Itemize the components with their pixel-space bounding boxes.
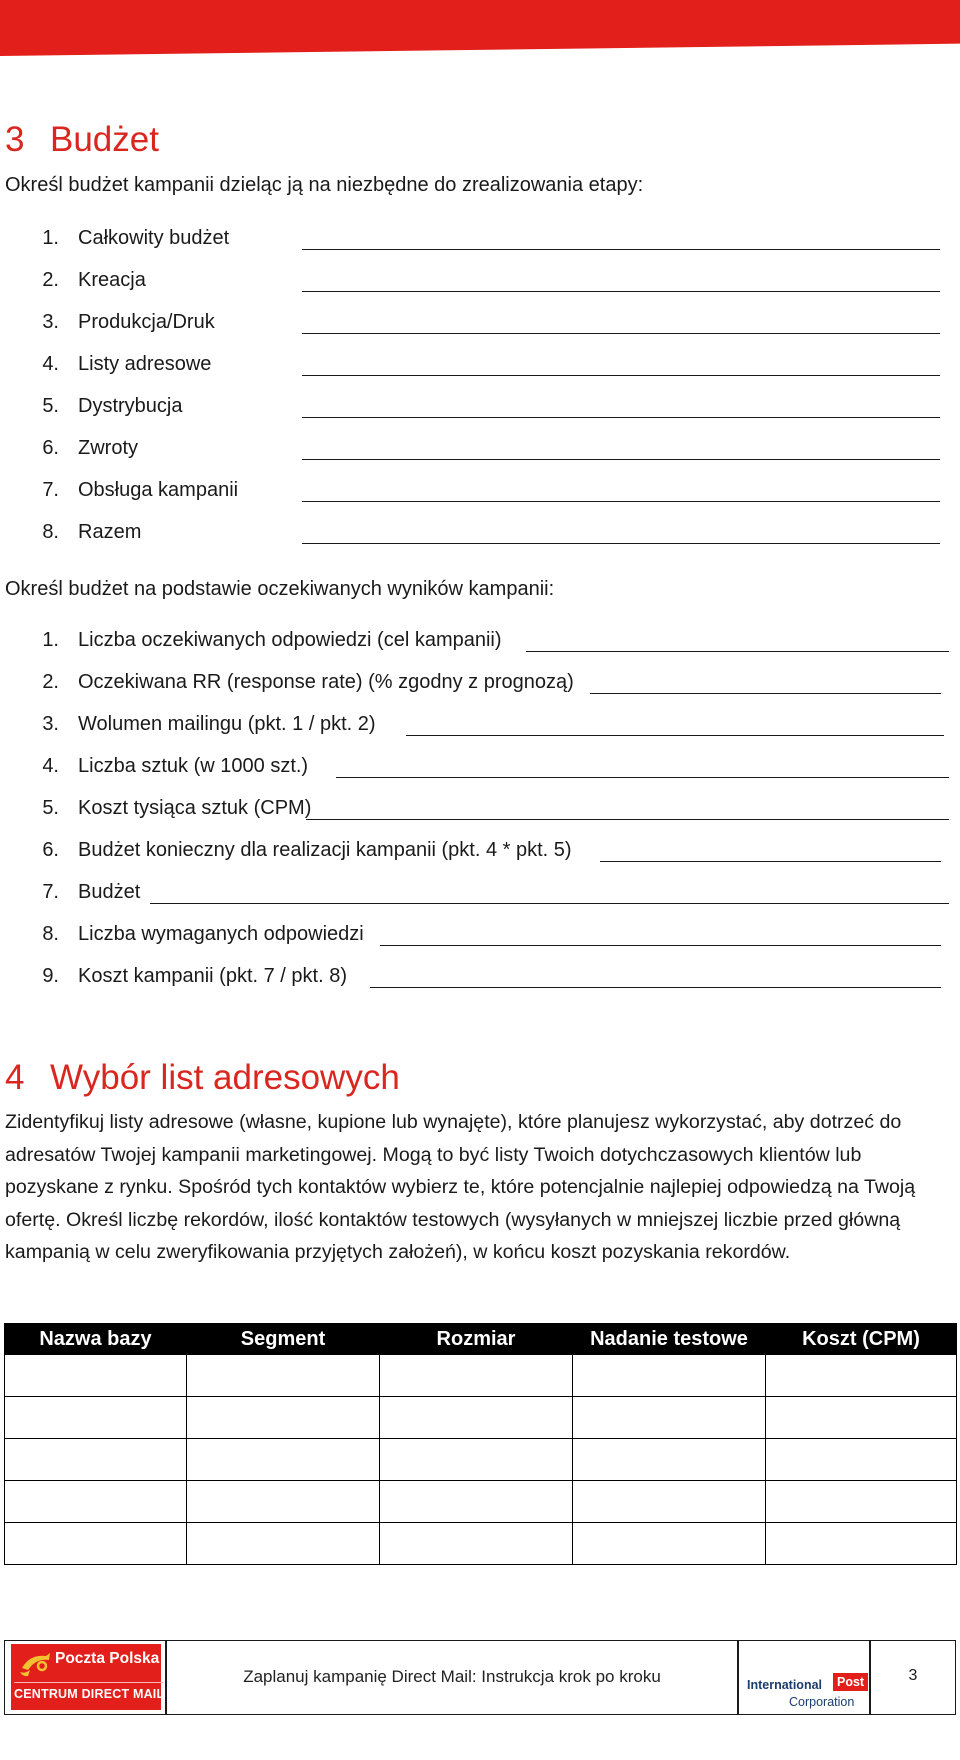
item-number: 7.: [42, 881, 59, 903]
table-row: [5, 1439, 957, 1481]
result-item: [0, 629, 960, 657]
table-cell[interactable]: [187, 1523, 380, 1565]
result-item: [0, 755, 960, 783]
table-cell[interactable]: [573, 1523, 766, 1565]
budget-item: [0, 311, 960, 339]
budget-item: [0, 395, 960, 423]
page-footer: [4, 1640, 956, 1715]
budget-item: [0, 269, 960, 297]
budget-item: [0, 227, 960, 255]
item-number: 8.: [42, 521, 59, 543]
logo-subtitle: CENTRUM DIRECT MAIL: [14, 1682, 164, 1701]
item-label: Liczba wymaganych odpowiedzi: [78, 923, 364, 945]
item-label: Zwroty: [78, 437, 138, 459]
item-label: Koszt kampanii (pkt. 7 / pkt. 8): [78, 965, 347, 987]
item-number: 3.: [42, 311, 59, 333]
table-row: [5, 1355, 957, 1397]
fill-in-line[interactable]: [302, 291, 940, 292]
item-number: 4.: [42, 755, 59, 777]
table-cell[interactable]: [5, 1523, 187, 1565]
section-heading-listy: [5, 1058, 400, 1098]
item-label: Kreacja: [78, 269, 146, 291]
item-number: 1.: [42, 227, 59, 249]
column-header: Nazwa bazy: [5, 1324, 187, 1355]
budget-item: [0, 479, 960, 507]
budget-item: [0, 437, 960, 465]
fill-in-line[interactable]: [526, 651, 949, 652]
top-red-banner: [0, 0, 960, 56]
budget-item: [0, 521, 960, 549]
table-row: [5, 1481, 957, 1523]
table-cell[interactable]: [380, 1481, 573, 1523]
table-cell[interactable]: [187, 1481, 380, 1523]
table-cell[interactable]: [573, 1439, 766, 1481]
ipc-line1: International: [747, 1678, 823, 1692]
logo-brand-name: Poczta Polska: [55, 1650, 160, 1667]
budget-item: [0, 353, 960, 381]
item-label: Liczba oczekiwanych odpowiedzi (cel kampanii): [78, 629, 502, 651]
item-number: 4.: [42, 353, 59, 375]
section-title: Wybór list adresowych: [50, 1058, 400, 1097]
footer-logo-right-box: [738, 1640, 870, 1715]
table-cell[interactable]: [380, 1523, 573, 1565]
table-cell[interactable]: [5, 1355, 187, 1397]
result-item: [0, 965, 960, 993]
ipc-post: Post: [833, 1673, 868, 1691]
table-cell[interactable]: [187, 1355, 380, 1397]
fill-in-line[interactable]: [302, 249, 940, 250]
result-item: [0, 839, 960, 867]
result-item: [0, 923, 960, 951]
result-item: [0, 671, 960, 699]
section-heading-budzet: [5, 120, 159, 160]
fill-in-line[interactable]: [600, 861, 941, 862]
item-number: 1.: [42, 629, 59, 651]
table-row: [5, 1523, 957, 1565]
fill-in-line[interactable]: [370, 987, 941, 988]
fill-in-line[interactable]: [302, 501, 940, 502]
table-cell[interactable]: [573, 1481, 766, 1523]
item-number: 5.: [42, 797, 59, 819]
ipc-line2: Corporation: [789, 1695, 855, 1709]
item-label: Oczekiwana RR (response rate) (% zgodny z prognozą): [78, 671, 574, 693]
result-item: [0, 881, 960, 909]
fill-in-line[interactable]: [150, 903, 949, 904]
post-horn-icon: [16, 1648, 54, 1680]
item-number: 2.: [42, 671, 59, 693]
table-cell[interactable]: [380, 1355, 573, 1397]
poczta-polska-logo: [11, 1644, 165, 1710]
item-label: Dystrybucja: [78, 395, 183, 417]
table-row: [5, 1397, 957, 1439]
result-item: [0, 713, 960, 741]
column-header: Rozmiar: [380, 1324, 573, 1355]
table-cell[interactable]: [766, 1481, 957, 1523]
table-cell[interactable]: [187, 1439, 380, 1481]
item-label: Budżet: [78, 881, 141, 903]
section-title: Budżet: [50, 120, 159, 159]
fill-in-line[interactable]: [306, 819, 949, 820]
table-cell[interactable]: [380, 1397, 573, 1439]
table-cell[interactable]: [5, 1397, 187, 1439]
table-cell[interactable]: [766, 1523, 957, 1565]
section-intro: Określ budżet kampanii dzieląc ją na niezbędne do zrealizowania etapy:: [5, 174, 644, 196]
section-number: 4: [5, 1058, 25, 1097]
item-label: Całkowity budżet: [78, 227, 230, 249]
table-cell[interactable]: [5, 1439, 187, 1481]
item-number: 5.: [42, 395, 59, 417]
page-number: 3: [908, 1667, 918, 1684]
item-label: Wolumen mailingu (pkt. 1 / pkt. 2): [78, 713, 376, 735]
item-label: Razem: [78, 521, 142, 543]
table-cell[interactable]: [380, 1439, 573, 1481]
result-item: [0, 797, 960, 825]
item-number: 7.: [42, 479, 59, 501]
item-number: 6.: [42, 437, 59, 459]
fill-in-line[interactable]: [336, 777, 949, 778]
item-label: Listy adresowe: [78, 353, 212, 375]
fill-in-line[interactable]: [302, 375, 940, 376]
section-intro-results: Określ budżet na podstawie oczekiwanych wyników kampanii:: [5, 578, 555, 600]
fill-in-line[interactable]: [302, 417, 940, 418]
footer-logo-left-box: [4, 1640, 166, 1715]
item-label: Koszt tysiąca sztuk (CPM): [78, 797, 312, 819]
column-header: Nadanie testowe: [573, 1324, 766, 1355]
table-header-row: [5, 1324, 957, 1355]
table-cell[interactable]: [187, 1397, 380, 1439]
column-header: Segment: [187, 1324, 380, 1355]
fill-in-line[interactable]: [302, 459, 940, 460]
item-number: 2.: [42, 269, 59, 291]
item-label: Produkcja/Druk: [78, 311, 215, 333]
item-label: Budżet konieczny dla realizacji kampanii (pkt. 4 * pkt. 5): [78, 839, 572, 861]
item-number: 3.: [42, 713, 59, 735]
fill-in-line[interactable]: [406, 735, 944, 736]
item-number: 6.: [42, 839, 59, 861]
fill-in-line[interactable]: [302, 543, 940, 544]
footer-title-box: [166, 1640, 738, 1715]
fill-in-line[interactable]: [380, 945, 941, 946]
table-cell[interactable]: [766, 1355, 957, 1397]
table-cell[interactable]: [573, 1397, 766, 1439]
item-number: 9.: [42, 965, 59, 987]
item-label: Obsługa kampanii: [78, 479, 239, 501]
table-cell[interactable]: [766, 1397, 957, 1439]
table-cell[interactable]: [5, 1481, 187, 1523]
fill-in-line[interactable]: [590, 693, 941, 694]
address-lists-table: [4, 1323, 957, 1565]
item-label: Liczba sztuk (w 1000 szt.): [78, 755, 309, 777]
post-horn-icon: [835, 1651, 865, 1671]
section-paragraph: Zidentyfikuj listy adresowe (własne, kupione lub wynajęte), które planujesz wykorzystać, aby dotrzeć do adresatów Twojej kampanii marketingowej. Mogą to być listy Twoich dotychczasowych klientów lub pozyskane z rynku. Spośród tych kontaktów wybierz te, które potencjalnie najlepiej odpowiedzą na Twoją ofertę. Określ liczbę rekordów, ilość kontaktów testowych (wysyłanych w mniejszej liczbie przed główną kampanią w celu zweryfikowania przyjętych założeń), w końcu koszt pozyskania rekordów.: [5, 1111, 916, 1264]
footer-title: Zaplanuj kampanię Direct Mail: Instrukcja krok po kroku: [243, 1667, 661, 1686]
table-cell[interactable]: [573, 1355, 766, 1397]
footer-page-box: [870, 1640, 956, 1715]
section-number: 3: [5, 120, 25, 159]
column-header: Koszt (CPM): [766, 1324, 957, 1355]
table-cell[interactable]: [766, 1439, 957, 1481]
fill-in-line[interactable]: [302, 333, 940, 334]
item-number: 8.: [42, 923, 59, 945]
